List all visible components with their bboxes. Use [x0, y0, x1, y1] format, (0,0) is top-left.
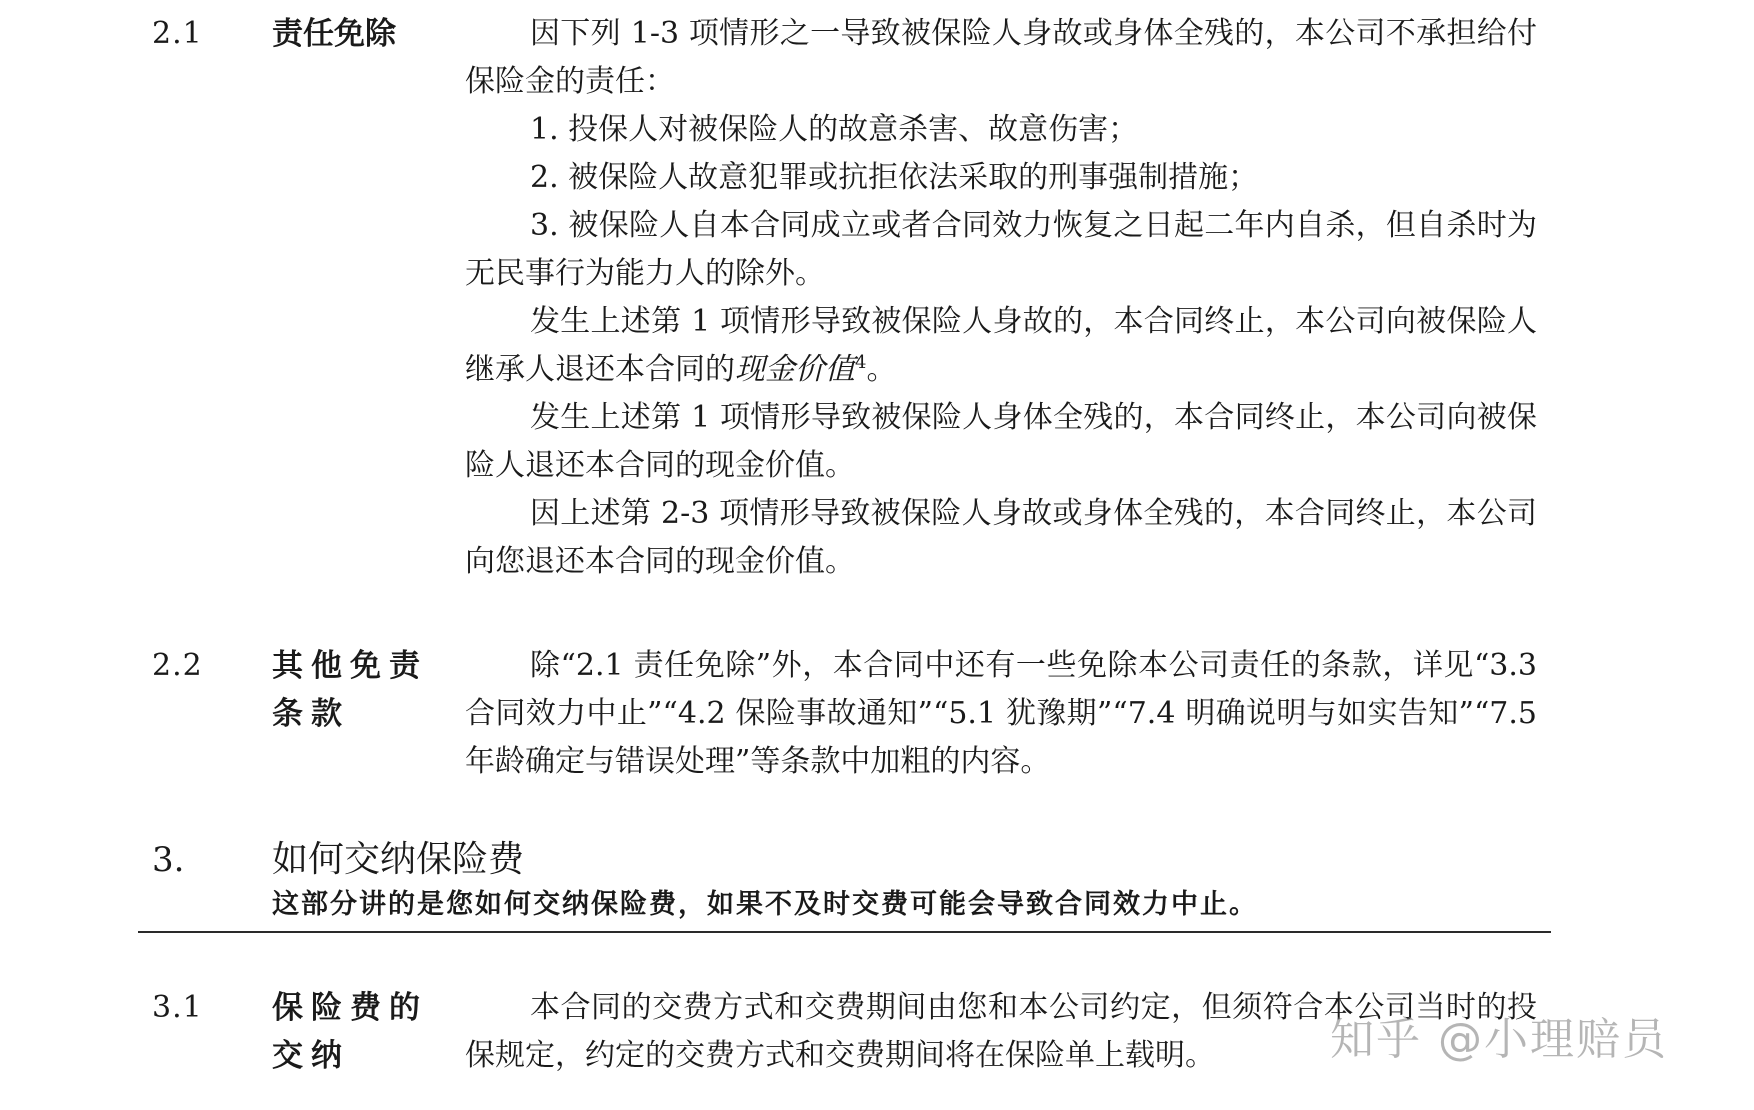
- section-3-number: 3.: [152, 840, 185, 880]
- section-divider: [138, 931, 1551, 933]
- section-2-2-title-line-1: 其他免责: [272, 648, 428, 684]
- section-2-1-number: 2.1: [152, 16, 203, 51]
- section-2-1-body: [465, 10, 1537, 586]
- section-2-2-title-line-2: 条款: [272, 696, 350, 732]
- para-1-text: 发生上述第 1 项情形导致被保险人身故的，本合同终止，本公司向被保险人继承人退还本合同的: [465, 304, 1537, 387]
- section-3-subtitle: 这部分讲的是您如何交纳保险费，如果不及时交费可能会导致合同效力中止。: [272, 889, 1258, 920]
- section-2-1-para-1: [465, 298, 1537, 394]
- section-2-1-intro: 因下列 1-3 项情形之一导致被保险人身故或身体全残的，本公司不承担给付保险金的责任：: [465, 16, 1537, 99]
- footnote-ref: 4: [855, 352, 867, 373]
- section-2-2-body: [465, 642, 1537, 786]
- para-1-end: 。: [866, 352, 897, 387]
- section-3-title: 如何交纳保险费: [272, 839, 525, 880]
- exclusion-item-2: 2. 被保险人故意犯罪或抗拒依法采取的刑事强制措施；: [530, 160, 1259, 195]
- zhihu-watermark: 知乎 @小理赔员: [1330, 1014, 1668, 1065]
- section-2-2-text: 除“2.1 责任免除”外，本合同中还有一些免除本公司责任的条款，详见“3.3 合同效力中止”“4.2 保险事故通知”“5.1 犹豫期”“7.4 明确说明与如实告知”“7.5 年龄确定与错误处理”等条款中加粗的内容。: [465, 648, 1537, 779]
- section-3-1-title-line-1: 保险费的: [272, 990, 428, 1026]
- exclusion-item-3: 3. 被保险人自本合同成立或者合同效力恢复之日起二年内自杀，但自杀时为无民事行为能力人的除外。: [465, 208, 1537, 291]
- section-2-2-title: [272, 642, 428, 738]
- section-3-1-text: 本合同的交费方式和交费期间由您和本公司约定，但须符合本公司当时的投保规定，约定的交费方式和交费期间将在保险单上载明。: [465, 990, 1537, 1073]
- section-3-1-title: [272, 984, 428, 1080]
- exclusion-item-1: 1. 投保人对被保险人的故意杀害、故意伤害；: [530, 112, 1139, 147]
- section-2-1-para-2: 发生上述第 1 项情形导致被保险人身体全残的，本合同终止，本公司向被保险人退还本合同的现金价值。: [465, 400, 1537, 483]
- cash-value-term: 现金价值: [735, 352, 855, 387]
- section-3-1-title-line-2: 交纳: [272, 1038, 350, 1074]
- section-2-2-number: 2.2: [152, 648, 203, 683]
- section-3-1-number: 3.1: [152, 990, 203, 1025]
- section-2-1-title: 责任免除: [272, 16, 396, 52]
- section-2-1-para-3: 因上述第 2-3 项情形导致被保险人身故或身体全残的，本合同终止，本公司向您退还本合同的现金价值。: [465, 496, 1537, 579]
